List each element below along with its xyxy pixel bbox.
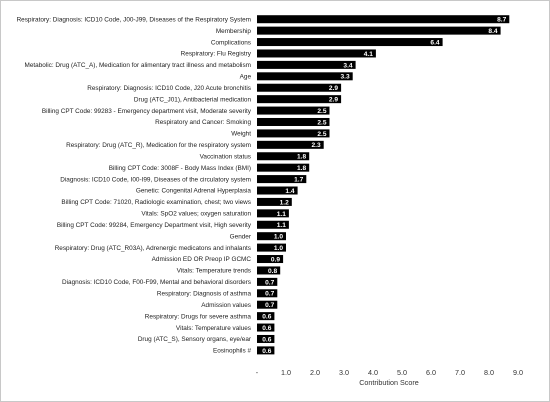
x-axis-label: Contribution Score xyxy=(359,378,419,387)
category-label: Respiratory: Drug (ATC_R), Medication for the respiratory system xyxy=(66,142,251,150)
bar-data-label: 1.1 xyxy=(276,222,286,230)
category-label: Metabolic: Drug (ATC_A), Medication for alimentary tract illness and metabolism xyxy=(24,62,251,70)
bar-data-label: 2.9 xyxy=(328,85,339,93)
bar xyxy=(257,27,501,35)
bar-data-label: 2.5 xyxy=(317,107,327,115)
bar-data-label: 1.7 xyxy=(294,176,304,184)
bar-data-label: 4.1 xyxy=(363,50,373,58)
x-tick-label: 4.0 xyxy=(368,368,378,377)
bar-data-label: 1.1 xyxy=(276,210,286,218)
bar-data-label: 3.4 xyxy=(343,62,353,70)
bar-data-label: 0.6 xyxy=(262,324,272,332)
bar-data-label: 0.7 xyxy=(265,290,275,298)
bar-data-label: 1.4 xyxy=(285,187,295,195)
category-labels xyxy=(17,16,252,354)
category-label: Diagnosis: ICD10 Code, I00-I99, Diseases of the circulatory system xyxy=(60,176,251,184)
category-label: Respiratory: Diagnosis: ICD10 Code, J00-J99, Diseases of the Respiratory System xyxy=(16,16,251,24)
category-label: Respiratory: Drugs for severe asthma xyxy=(144,313,251,321)
x-tick-label: 7.0 xyxy=(455,368,465,377)
category-label: Admission ED OR Preop IP GCMC xyxy=(151,256,251,264)
category-label: Respiratory: Flu Registry xyxy=(180,50,251,58)
category-label: Membership xyxy=(215,27,251,35)
category-label: Drug (ATC_J01), Antibacterial medication xyxy=(133,96,251,104)
x-tick-label: 8.0 xyxy=(484,368,494,377)
bars-layer xyxy=(257,15,509,355)
bar-data-label: 0.6 xyxy=(262,347,272,355)
x-axis-ticks xyxy=(256,368,523,377)
bar-data-label: 6.4 xyxy=(430,39,440,47)
bar xyxy=(257,38,443,46)
category-label: Vitals: Temperature values xyxy=(175,324,251,332)
x-tick-label: 9.0 xyxy=(513,368,523,377)
x-tick-label: 1.0 xyxy=(281,368,291,377)
bar-data-label: 2.9 xyxy=(328,96,339,104)
category-label: Diagnosis: ICD10 Code, F00-F99, Mental and behavioral disorders xyxy=(62,279,251,287)
x-tick-label: 2.0 xyxy=(310,368,320,377)
x-tick-label: 5.0 xyxy=(397,368,407,377)
category-label: Eosinophils # xyxy=(212,347,251,355)
bar-data-label: 0.6 xyxy=(262,336,272,344)
bar-chart xyxy=(1,1,549,401)
bar-data-label: 1.8 xyxy=(297,153,307,161)
bar xyxy=(257,61,356,69)
category-label: Respiratory: Diagnosis: ICD10 Code, J20 Acute bronchitis xyxy=(87,84,251,92)
category-label: Respiratory: Diagnosis of asthma xyxy=(156,290,251,298)
category-label: Vitals: SpO2 values; oxygen saturation xyxy=(141,210,251,218)
bar-data-label: 8.4 xyxy=(488,28,498,36)
category-label: Genetic: Congenital Adrenal Hyperplasia xyxy=(135,187,251,195)
bar-data-label: 2.5 xyxy=(317,119,327,127)
category-label: Weight xyxy=(231,130,251,138)
bar-data-label: 0.7 xyxy=(265,302,275,310)
category-label: Billing CPT Code: 71020, Radiologic examination, chest; two views xyxy=(61,199,251,207)
bar-data-label: 0.9 xyxy=(270,256,281,264)
x-tick-label: 6.0 xyxy=(426,368,436,377)
category-label: Gender xyxy=(229,233,251,241)
x-tick-label: 3.0 xyxy=(339,368,349,377)
category-label: Vitals: Temperature trends xyxy=(176,267,251,275)
category-label: Billing CPT Code: 99284, Emergency Department visit, High severity xyxy=(56,221,251,229)
x-tick-label: - xyxy=(255,368,259,377)
category-label: Respiratory: Drug (ATC_R03A), Adrenergic medicatons and inhalants xyxy=(54,244,251,252)
category-label: Respiratory and Cancer: Smoking xyxy=(155,119,251,127)
category-label: Billing CPT Code: 3008F - Body Mass Index (BMI) xyxy=(108,164,251,172)
bar-data-label: 0.6 xyxy=(262,313,272,321)
category-label: Billing CPT Code: 99283 - Emergency department visit, Moderate severity xyxy=(41,107,251,115)
bar xyxy=(257,15,509,23)
category-label: Admission values xyxy=(201,301,251,309)
category-label: Drug (ATC_S), Sensory organs, eye/ear xyxy=(137,336,251,344)
bar-data-label: 1.2 xyxy=(279,199,289,207)
category-label: Vaccination status xyxy=(199,153,251,161)
bar-data-label: 1.0 xyxy=(273,233,283,241)
category-label: Age xyxy=(239,73,251,81)
bar xyxy=(257,72,353,80)
bar-data-label: 8.7 xyxy=(497,16,507,24)
bar-data-label: 1.8 xyxy=(297,165,307,173)
bar-data-label: 2.5 xyxy=(317,130,327,138)
bar xyxy=(257,49,376,57)
bar-data-label: 3.3 xyxy=(340,73,350,81)
bar-data-label: 2.3 xyxy=(311,142,321,150)
bar-data-label: 1.0 xyxy=(273,245,283,253)
bar-data-label: 0.8 xyxy=(268,267,278,275)
category-label: Complications xyxy=(210,39,251,47)
bar-data-label: 0.7 xyxy=(265,279,275,287)
